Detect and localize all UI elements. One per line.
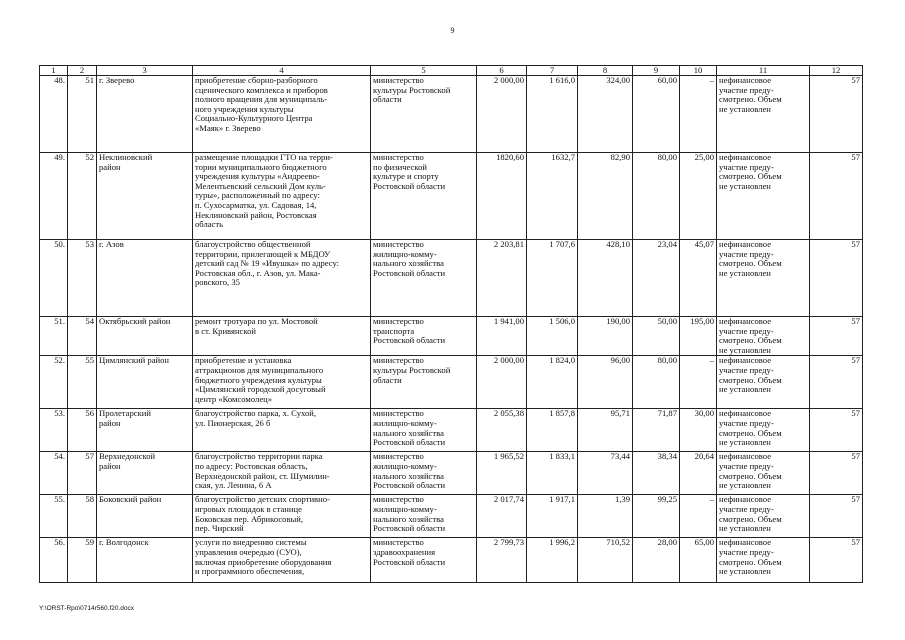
column-header: 2 — [68, 66, 97, 76]
project-description-cell: размещение площадки ГТО на терри- тории муниципального бюджетного учреждения культуры «Андреево- Мелентьевский сельский Дом куль- туры», расположенный по адресу: п. Сухосарматка, ул. Садовая, 14, Неклиновский район, Ростовская область — [193, 153, 371, 240]
total-cost-cell: 2 203,81 — [477, 240, 527, 317]
responsible-ministry-cell: министерство здравоохранения Ростовской области — [371, 538, 477, 583]
extra-funds-cell: – — [680, 356, 717, 409]
column-header: 8 — [578, 66, 633, 76]
column-header: 9 — [633, 66, 680, 76]
column-header: 6 — [477, 66, 527, 76]
table-row — [40, 495, 863, 538]
total-cost-cell: 2 055,38 — [477, 409, 527, 452]
responsible-ministry-cell: министерство жилищно-комму- нального хозяйства Ростовской области — [371, 495, 477, 538]
page-number: 9 — [450, 26, 455, 35]
regional-funds-cell: 1 707,6 — [527, 240, 578, 317]
code-cell: 57 — [810, 538, 863, 583]
local-funds-cell: 428,10 — [578, 240, 633, 317]
other-funds-cell: 80,00 — [633, 153, 680, 240]
total-cost-cell: 2 799,73 — [477, 538, 527, 583]
total-cost-cell: 1820,60 — [477, 153, 527, 240]
responsible-ministry-cell: министерство по физической культуре и спорту Ростовской области — [371, 153, 477, 240]
regional-funds-cell: 1 506,0 — [527, 317, 578, 356]
municipality-cell: г. Зверево — [97, 76, 193, 153]
code-cell: 57 — [810, 240, 863, 317]
municipality-cell: Неклиновский район — [97, 153, 193, 240]
extra-funds-cell: 195,00 — [680, 317, 717, 356]
project-description-cell: благоустройство детских спортивно- игровых площадок в станице Боковская пер. Абрикосовый, пер. Чирский — [193, 495, 371, 538]
row-number-cell: 48. — [40, 76, 68, 153]
column-header: 12 — [810, 66, 863, 76]
regional-funds-cell: 1 917,1 — [527, 495, 578, 538]
responsible-ministry-cell: министерство транспорта Ростовской области — [371, 317, 477, 356]
participation-note-cell: нефинансовое участие преду- смотрено. Объем не установлен — [717, 409, 810, 452]
extra-funds-cell: 65,00 — [680, 538, 717, 583]
table-row — [40, 240, 863, 317]
other-funds-cell: 28,00 — [633, 538, 680, 583]
column-header: 10 — [680, 66, 717, 76]
extra-funds-cell: 20,64 — [680, 452, 717, 495]
municipality-cell: Пролетарский район — [97, 409, 193, 452]
row-number-cell: 49. — [40, 153, 68, 240]
local-funds-cell: 710,52 — [578, 538, 633, 583]
extra-funds-cell: 25,00 — [680, 153, 717, 240]
row-number-cell: 56. — [40, 538, 68, 583]
other-funds-cell: 99,25 — [633, 495, 680, 538]
project-description-cell: благоустройство территории парка по адресу: Ростовская область, Верхнедонской район, ст. Шумилин- ская, ул. Ленина, 6 А — [193, 452, 371, 495]
project-description-cell: ремонт тротуара по ул. Мостовой в ст. Кривянской — [193, 317, 371, 356]
participation-note-cell: нефинансовое участие преду- смотрено. Объем не установлен — [717, 495, 810, 538]
extra-funds-cell: 30,00 — [680, 409, 717, 452]
regional-funds-cell: 1 616,0 — [527, 76, 578, 153]
row-number-cell: 55. — [40, 495, 68, 538]
item-number-cell: 55 — [68, 356, 97, 409]
project-description-cell: благоустройство парка, х. Сухой, ул. Пионерская, 26 б — [193, 409, 371, 452]
item-number-cell: 56 — [68, 409, 97, 452]
table-row — [40, 153, 863, 240]
code-cell: 57 — [810, 495, 863, 538]
item-number-cell: 58 — [68, 495, 97, 538]
other-funds-cell: 50,00 — [633, 317, 680, 356]
code-cell: 57 — [810, 153, 863, 240]
item-number-cell: 52 — [68, 153, 97, 240]
code-cell: 57 — [810, 76, 863, 153]
extra-funds-cell: – — [680, 495, 717, 538]
extra-funds-cell: – — [680, 76, 717, 153]
regional-funds-cell: 1 833,1 — [527, 452, 578, 495]
table-row — [40, 409, 863, 452]
responsible-ministry-cell: министерство культуры Ростовской области — [371, 356, 477, 409]
responsible-ministry-cell: министерство жилищно-комму- нального хозяйства Ростовской области — [371, 409, 477, 452]
total-cost-cell: 2 000,00 — [477, 356, 527, 409]
municipality-cell: Октябрьский район — [97, 317, 193, 356]
municipality-cell: Цимлянский район — [97, 356, 193, 409]
row-number-cell: 53. — [40, 409, 68, 452]
local-funds-cell: 73,44 — [578, 452, 633, 495]
other-funds-cell: 23,04 — [633, 240, 680, 317]
row-number-cell: 54. — [40, 452, 68, 495]
table-row — [40, 317, 863, 356]
code-cell: 57 — [810, 317, 863, 356]
extra-funds-cell: 45,07 — [680, 240, 717, 317]
item-number-cell: 53 — [68, 240, 97, 317]
participation-note-cell: нефинансовое участие преду- смотрено. Объем не установлен — [717, 153, 810, 240]
local-funds-cell: 95,71 — [578, 409, 633, 452]
total-cost-cell: 1 965,52 — [477, 452, 527, 495]
item-number-cell: 54 — [68, 317, 97, 356]
local-funds-cell: 1,39 — [578, 495, 633, 538]
participation-note-cell: нефинансовое участие преду- смотрено. Объем не установлен — [717, 452, 810, 495]
total-cost-cell: 1 941,00 — [477, 317, 527, 356]
participation-note-cell: нефинансовое участие преду- смотрено. Объем не установлен — [717, 356, 810, 409]
column-header: 3 — [97, 66, 193, 76]
participation-note-cell: нефинансовое участие преду- смотрено. Объем не установлен — [717, 240, 810, 317]
item-number-cell: 59 — [68, 538, 97, 583]
column-header: 7 — [527, 66, 578, 76]
other-funds-cell: 80,00 — [633, 356, 680, 409]
project-description-cell: приобретение и установка аттракционов для муниципального бюджетного учреждения культуры «Цимлянский городской досуговый центр «Комсомолец» — [193, 356, 371, 409]
column-header: 1 — [40, 66, 68, 76]
row-number-cell: 50. — [40, 240, 68, 317]
municipality-cell: Боковский район — [97, 495, 193, 538]
local-funds-cell: 324,00 — [578, 76, 633, 153]
local-funds-cell: 96,00 — [578, 356, 633, 409]
table-row — [40, 356, 863, 409]
table-row — [40, 76, 863, 153]
responsible-ministry-cell: министерство жилищно-комму- нального хозяйства Ростовской области — [371, 452, 477, 495]
participation-note-cell: нефинансовое участие преду- смотрено. Объем не установлен — [717, 76, 810, 153]
project-description-cell: благоустройство общественной территории, прилегающей к МБДОУ детский сад № 19 «Ивушка» по адресу: Ростовская обл., г. Азов, ул. Мака- ровского, 35 — [193, 240, 371, 317]
project-description-cell: приобретение сборно-разборного сценического комплекса и приборов полного вращения для муниципаль- ного учреждения культуры Социально-Культурного Центра «Маяк» г. Зверево — [193, 76, 371, 153]
row-number-cell: 52. — [40, 356, 68, 409]
table-row — [40, 452, 863, 495]
responsible-ministry-cell: министерство культуры Ростовской области — [371, 76, 477, 153]
item-number-cell: 51 — [68, 76, 97, 153]
participation-note-cell: нефинансовое участие преду- смотрено. Объем не установлен — [717, 317, 810, 356]
regional-funds-cell: 1 996,2 — [527, 538, 578, 583]
funding-table — [39, 65, 863, 583]
project-description-cell: услуги по внедрению системы управления очередью (СУО), включая приобретение оборудования и программного обеспечения, — [193, 538, 371, 583]
local-funds-cell: 190,00 — [578, 317, 633, 356]
table-row — [40, 538, 863, 583]
total-cost-cell: 2 000,00 — [477, 76, 527, 153]
regional-funds-cell: 1 824,0 — [527, 356, 578, 409]
municipality-cell: г. Волгодонск — [97, 538, 193, 583]
code-cell: 57 — [810, 356, 863, 409]
code-cell: 57 — [810, 452, 863, 495]
column-header: 5 — [371, 66, 477, 76]
other-funds-cell: 71,87 — [633, 409, 680, 452]
row-number-cell: 51. — [40, 317, 68, 356]
total-cost-cell: 2 017,74 — [477, 495, 527, 538]
column-header: 4 — [193, 66, 371, 76]
other-funds-cell: 60,00 — [633, 76, 680, 153]
column-header: 11 — [717, 66, 810, 76]
item-number-cell: 57 — [68, 452, 97, 495]
responsible-ministry-cell: министерство жилищно-комму- нального хозяйства Ростовской области — [371, 240, 477, 317]
code-cell: 57 — [810, 409, 863, 452]
file-path-footer: Y:\ORST-Rpo\0714r560.f20.docx — [39, 605, 135, 612]
municipality-cell: г. Азов — [97, 240, 193, 317]
regional-funds-cell: 1 857,8 — [527, 409, 578, 452]
other-funds-cell: 38,34 — [633, 452, 680, 495]
regional-funds-cell: 1632,7 — [527, 153, 578, 240]
participation-note-cell: нефинансовое участие преду- смотрено. Объем не установлен — [717, 538, 810, 583]
header-row — [40, 66, 863, 76]
municipality-cell: Верхнедонской район — [97, 452, 193, 495]
local-funds-cell: 82,90 — [578, 153, 633, 240]
